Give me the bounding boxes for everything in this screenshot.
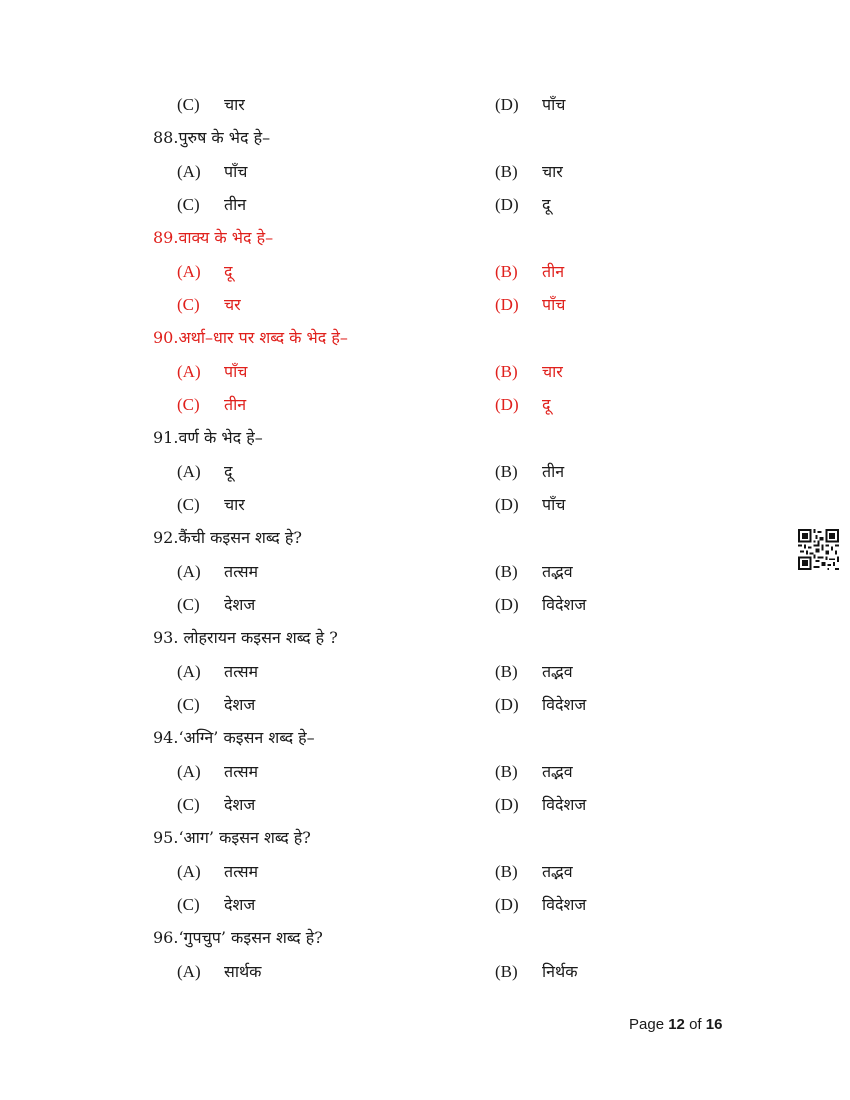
footer-total-pages: 16 bbox=[705, 1016, 723, 1033]
option-row bbox=[0, 560, 850, 584]
question-text bbox=[0, 826, 850, 850]
question-text bbox=[0, 326, 850, 350]
option-row bbox=[0, 593, 850, 617]
footer-of-label: of bbox=[689, 1016, 702, 1033]
option-letter: (C) bbox=[177, 95, 200, 114]
option-letter: (C) bbox=[177, 195, 200, 214]
option-text: तीन bbox=[542, 262, 565, 281]
question-label: 92.कैंची कइसन शब्द हे? bbox=[153, 528, 302, 547]
page-footer bbox=[629, 1015, 722, 1035]
option-text: तद्भव bbox=[542, 862, 573, 881]
option-text: देशज bbox=[224, 595, 256, 614]
qr-code-icon[interactable] bbox=[798, 529, 839, 570]
option-letter: (C) bbox=[177, 795, 200, 814]
option-text: चर bbox=[224, 295, 241, 314]
option-text: विदेशज bbox=[542, 795, 587, 814]
question-text bbox=[0, 626, 850, 650]
option-text: देशज bbox=[224, 895, 256, 914]
option-letter: (D) bbox=[495, 895, 519, 914]
option-letter: (D) bbox=[495, 795, 519, 814]
option-text: देशज bbox=[224, 795, 256, 814]
option-text: चार bbox=[542, 162, 563, 181]
option-text: तीन bbox=[224, 395, 247, 414]
option-row bbox=[0, 193, 850, 217]
option-text: तद्भव bbox=[542, 562, 573, 581]
option-letter: (B) bbox=[495, 162, 518, 181]
option-letter: (B) bbox=[495, 262, 518, 281]
option-row bbox=[0, 293, 850, 317]
option-letter: (D) bbox=[495, 495, 519, 514]
option-letter: (D) bbox=[495, 595, 519, 614]
question-text bbox=[0, 926, 850, 950]
option-row bbox=[0, 493, 850, 517]
option-letter: (C) bbox=[177, 595, 200, 614]
option-text: पाँच bbox=[224, 362, 248, 381]
question-text bbox=[0, 526, 850, 550]
option-letter: (B) bbox=[495, 362, 518, 381]
option-text: पाँच bbox=[542, 495, 566, 514]
option-text: तत्सम bbox=[224, 862, 259, 881]
question-label: 90.अर्था–धार पर शब्द के भेद हे– bbox=[153, 328, 348, 347]
option-text: देशज bbox=[224, 695, 256, 714]
option-letter: (B) bbox=[495, 962, 518, 981]
option-letter: (C) bbox=[177, 495, 200, 514]
option-text: सार्थक bbox=[224, 962, 262, 981]
option-letter: (A) bbox=[177, 762, 201, 781]
option-text: विदेशज bbox=[542, 595, 587, 614]
question-label: 89.वाक्य के भेद हे– bbox=[153, 228, 274, 247]
question-text bbox=[0, 126, 850, 150]
option-text: चार bbox=[542, 362, 563, 381]
option-letter: (D) bbox=[495, 295, 519, 314]
option-text: निर्थक bbox=[542, 962, 578, 981]
option-letter: (B) bbox=[495, 862, 518, 881]
option-row bbox=[0, 760, 850, 784]
option-text: विदेशज bbox=[542, 695, 587, 714]
question-label: 93. लोहरायन कइसन शब्द हे ? bbox=[153, 628, 338, 647]
question-text bbox=[0, 426, 850, 450]
question-label: 94.‘अग्नि’ कइसन शब्द हे– bbox=[153, 728, 315, 747]
option-letter: (D) bbox=[495, 195, 519, 214]
option-letter: (A) bbox=[177, 962, 201, 981]
footer-current-page: 12 bbox=[668, 1016, 685, 1033]
option-row bbox=[0, 460, 850, 484]
option-letter: (A) bbox=[177, 262, 201, 281]
option-letter: (D) bbox=[495, 695, 519, 714]
footer-page-label: Page bbox=[629, 1016, 665, 1033]
option-row bbox=[0, 693, 850, 717]
question-text bbox=[0, 226, 850, 250]
option-letter: (A) bbox=[177, 162, 201, 181]
option-row bbox=[0, 860, 850, 884]
question-label: 96.‘गुपचुप’ कइसन शब्द हे? bbox=[153, 928, 323, 947]
option-text: दू bbox=[224, 262, 233, 281]
option-text: तत्सम bbox=[224, 762, 259, 781]
option-letter: (D) bbox=[495, 95, 519, 114]
option-row bbox=[0, 360, 850, 384]
option-row bbox=[0, 660, 850, 684]
option-text: चार bbox=[224, 495, 245, 514]
option-letter: (A) bbox=[177, 862, 201, 881]
option-letter: (C) bbox=[177, 395, 200, 414]
question-label: 91.वर्ण के भेद हे– bbox=[153, 428, 263, 447]
option-text: चार bbox=[224, 95, 245, 114]
option-row bbox=[0, 260, 850, 284]
option-text: तद्भव bbox=[542, 662, 573, 681]
option-row bbox=[0, 960, 850, 984]
option-letter: (C) bbox=[177, 895, 200, 914]
option-text: विदेशज bbox=[542, 895, 587, 914]
option-text: दू bbox=[542, 195, 551, 214]
option-text: तीन bbox=[542, 462, 565, 481]
option-text: पाँच bbox=[224, 162, 248, 181]
option-letter: (A) bbox=[177, 462, 201, 481]
option-letter: (B) bbox=[495, 662, 518, 681]
question-label: 88.पुरुष के भेद हे– bbox=[153, 128, 271, 147]
option-letter: (A) bbox=[177, 662, 201, 681]
option-text: तत्सम bbox=[224, 662, 259, 681]
option-text: दू bbox=[224, 462, 233, 481]
option-letter: (C) bbox=[177, 695, 200, 714]
option-letter: (B) bbox=[495, 562, 518, 581]
option-text: दू bbox=[542, 395, 551, 414]
option-text: पाँच bbox=[542, 295, 566, 314]
option-letter: (A) bbox=[177, 562, 201, 581]
option-text: पाँच bbox=[542, 95, 566, 114]
option-row bbox=[0, 160, 850, 184]
option-row bbox=[0, 393, 850, 417]
option-text: तीन bbox=[224, 195, 247, 214]
option-letter: (B) bbox=[495, 462, 518, 481]
option-letter: (C) bbox=[177, 295, 200, 314]
option-letter: (A) bbox=[177, 362, 201, 381]
option-row bbox=[0, 793, 850, 817]
question-label: 95.‘आग’ कइसन शब्द हे? bbox=[153, 828, 311, 847]
option-text: तद्भव bbox=[542, 762, 573, 781]
option-letter: (D) bbox=[495, 395, 519, 414]
question-text bbox=[0, 726, 850, 750]
option-row bbox=[0, 93, 850, 117]
option-letter: (B) bbox=[495, 762, 518, 781]
option-text: तत्सम bbox=[224, 562, 259, 581]
option-row bbox=[0, 893, 850, 917]
